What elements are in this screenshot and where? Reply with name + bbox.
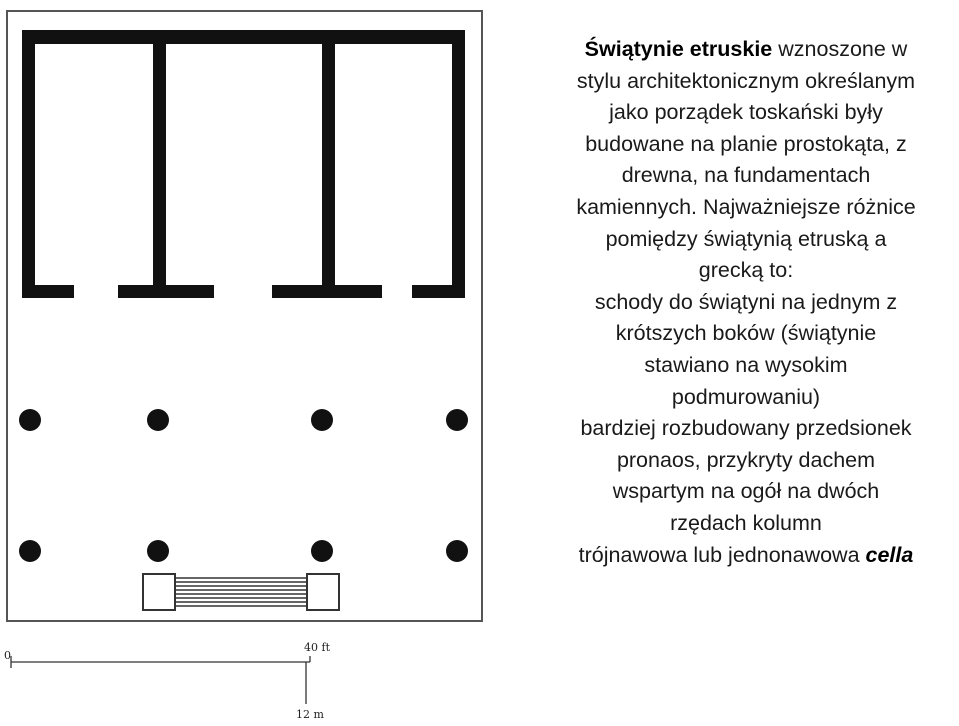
front-wall-segment-3	[272, 285, 382, 298]
cella-right-wall	[452, 30, 465, 298]
podium-outline	[7, 11, 482, 621]
caption-line: kamiennych. Najważniejsze różnice	[576, 194, 916, 219]
front-wall-segment-4	[412, 285, 465, 298]
front-wall-segment-2	[118, 285, 214, 298]
caption-line: rzędach kolumn	[670, 510, 822, 535]
caption-line	[532, 540, 959, 572]
scale-feet-label: 40 ft	[304, 641, 330, 654]
inner-wall-left	[153, 30, 166, 298]
scale-zero-label: 0	[4, 649, 11, 662]
caption-line	[532, 34, 959, 66]
caption-title-bold: Świątynie etruskie	[584, 37, 773, 61]
caption-line: pronaos, przykryty dachem	[616, 447, 876, 472]
caption-line: stawiano na wysokim	[644, 352, 848, 377]
column	[311, 540, 333, 562]
caption-line: budowane na planie prostokąta, z	[585, 131, 907, 156]
caption-line: jako porządek toskański były	[609, 100, 883, 125]
caption-last-plain: trójnawowa lub jednonawowa	[578, 542, 866, 567]
caption-title-rest: wznoszone w	[772, 37, 908, 61]
stair-side-block-left	[143, 574, 175, 610]
inner-wall-right	[322, 30, 335, 298]
caption-line: drewna, na fundamentach	[621, 163, 871, 188]
column	[19, 540, 41, 562]
caption-line: schody do świątyni na jednym z	[594, 289, 898, 314]
front-stairs	[143, 574, 339, 610]
caption-line: stylu architektonicznym określanym	[576, 68, 916, 93]
caption-line: grecką to:	[698, 258, 794, 283]
cella-walls	[22, 30, 465, 298]
scale-bar	[11, 656, 310, 704]
column	[446, 540, 468, 562]
column	[147, 409, 169, 431]
caption-line: wspartym na ogół na dwóch	[612, 479, 880, 504]
caption-line: bardziej rozbudowany przedsionek	[580, 416, 912, 441]
description-text	[532, 34, 959, 571]
caption-cella-italic: cella	[865, 542, 914, 567]
column	[147, 540, 169, 562]
front-wall-segment-1	[22, 285, 74, 298]
stair-side-block-right	[307, 574, 339, 610]
column	[446, 409, 468, 431]
caption-line: podmurowaniu)	[671, 384, 821, 409]
column	[19, 409, 41, 431]
caption-line: pomiędzy świątynią etruską a	[605, 226, 887, 251]
cella-left-wall	[22, 30, 35, 298]
caption-line: krótszych boków (świątynie	[615, 321, 877, 346]
pronaos-columns	[19, 409, 468, 562]
scale-meters-label: 12 m	[296, 708, 324, 721]
cella-back-wall	[22, 30, 465, 44]
column	[311, 409, 333, 431]
